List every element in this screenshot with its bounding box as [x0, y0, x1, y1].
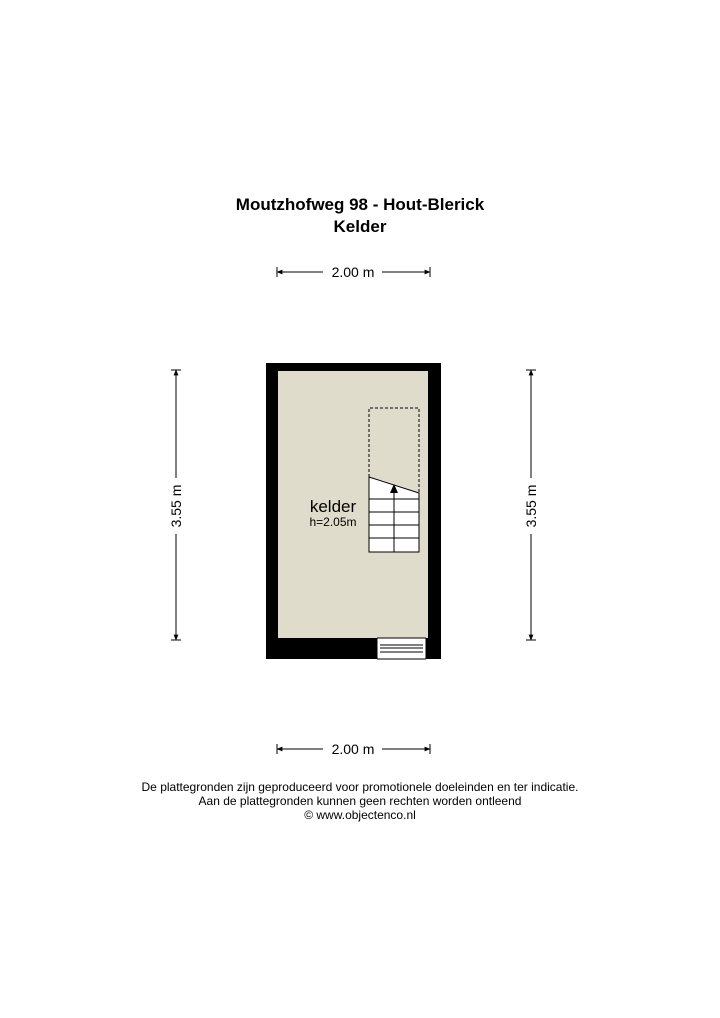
room-name: kelder — [309, 497, 357, 516]
bottom-width-dimension — [277, 741, 430, 757]
disclaimer-line-2: Aan de plattegronden kunnen geen rechten worden ontleend — [198, 794, 522, 808]
top-width-dimension — [277, 264, 430, 280]
top-width-label: 2.00 m — [331, 264, 375, 280]
plan-title: Moutzhofweg 98 - Hout-Blerick — [235, 195, 485, 214]
bottom-width-label: 2.00 m — [331, 741, 375, 757]
left-height-dimension — [168, 370, 184, 640]
left-height-label: 3.55 m — [168, 484, 184, 528]
room-kelder — [266, 363, 441, 659]
disclaimer-line-1: De plattegronden zijn geproduceerd voor promotionele doeleinden en ter indicatie. — [141, 780, 579, 794]
window-icon — [377, 638, 426, 659]
right-height-label: 3.55 m — [523, 484, 539, 528]
right-height-dimension — [523, 370, 539, 640]
floor-name: Kelder — [333, 217, 387, 236]
disclaimer-copyright: © www.objectenco.nl — [304, 808, 416, 822]
room-height: h=2.05m — [309, 515, 357, 529]
